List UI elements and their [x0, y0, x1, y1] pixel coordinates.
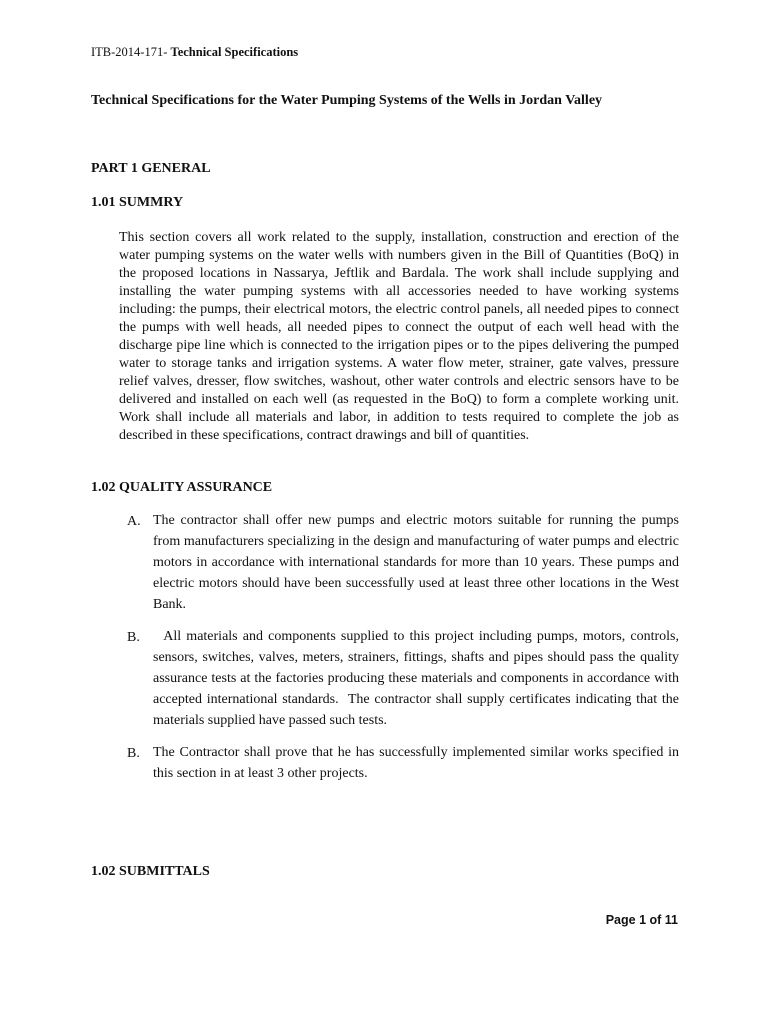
- submittals-heading: 1.02 SUBMITTALS: [91, 864, 210, 879]
- list-marker: A.: [127, 514, 141, 529]
- header-doc-section: Technical Specifications: [170, 45, 299, 59]
- list-item-text: All materials and components supplied to this project including pumps, motors, controls, sensors, switches, valves, meters, strainers, fittings, shafts and pipes should pass the quality assurance tests at the factories producing these materials and components in accordance with accepted international standards. The contractor shall supply certificates indicating that the materials supplied have passed such tests.: [153, 629, 683, 728]
- list-item-text: The Contractor shall prove that he has successfully implemented similar works specified in this section in at least 3 other projects.: [153, 745, 679, 781]
- total-pages: 11: [664, 913, 678, 927]
- quality-assurance-heading: 1.02 QUALITY ASSURANCE: [91, 480, 273, 495]
- summary-heading: 1.01 SUMMRY: [91, 195, 184, 210]
- list-item-text: The contractor shall offer new pumps and electric motors suitable for running the pumps from manufacturers specializing in the design and manufacturing of water pumps and electric motors in accordance with international standards for more than 10 years. These pumps and electric motors should have been successfully used at least three other locations in the West Bank.: [153, 513, 679, 612]
- page-footer: [606, 913, 678, 927]
- list-marker: B.: [127, 746, 140, 761]
- page-of-label: of: [646, 913, 665, 927]
- page-header: [91, 44, 298, 60]
- part1-heading: PART 1 GENERAL: [91, 161, 211, 176]
- quality-assurance-item: [127, 627, 683, 732]
- list-marker: B.: [127, 630, 140, 645]
- quality-assurance-item: [127, 743, 679, 785]
- page-number: 1: [639, 913, 647, 927]
- header-doc-id: ITB-2014-171-: [91, 45, 171, 59]
- document-title: Technical Specifications for the Water Pumping Systems of the Wells in Jordan Valley: [91, 93, 603, 108]
- page-label: Page: [605, 913, 640, 927]
- quality-assurance-item: [127, 511, 679, 616]
- summary-paragraph: This section covers all work related to the supply, installation, construction and erection of the water pumping systems on the water wells with numbers given in the Bill of Quantities (BoQ) in the proposed locations in Nassarya, Jeftlik and Bardala. The work shall include supplying and installing the water pumping systems with all accessories needed to have working systems including: the pumps, their electrical motors, the electric control panels, all needed pipes to connect the pumps with well heads, all needed pipes to connect the output of each well head with the discharge pipe line which is connected to the irrigation pipes or to the pipes delivering the pumped water to storage tanks and irrigation systems. A water flow meter, strainer, gate valves, pressure relief valves, dresser, flow switches, washout, other water controls and electric sensors have to be delivered and installed on each well (as requested in the BoQ) to form a complete working unit. Work shall include all materials and labor, in addition to tests required to complete the job as described in these specifications, contract drawings and bill of quantities.: [119, 230, 679, 443]
